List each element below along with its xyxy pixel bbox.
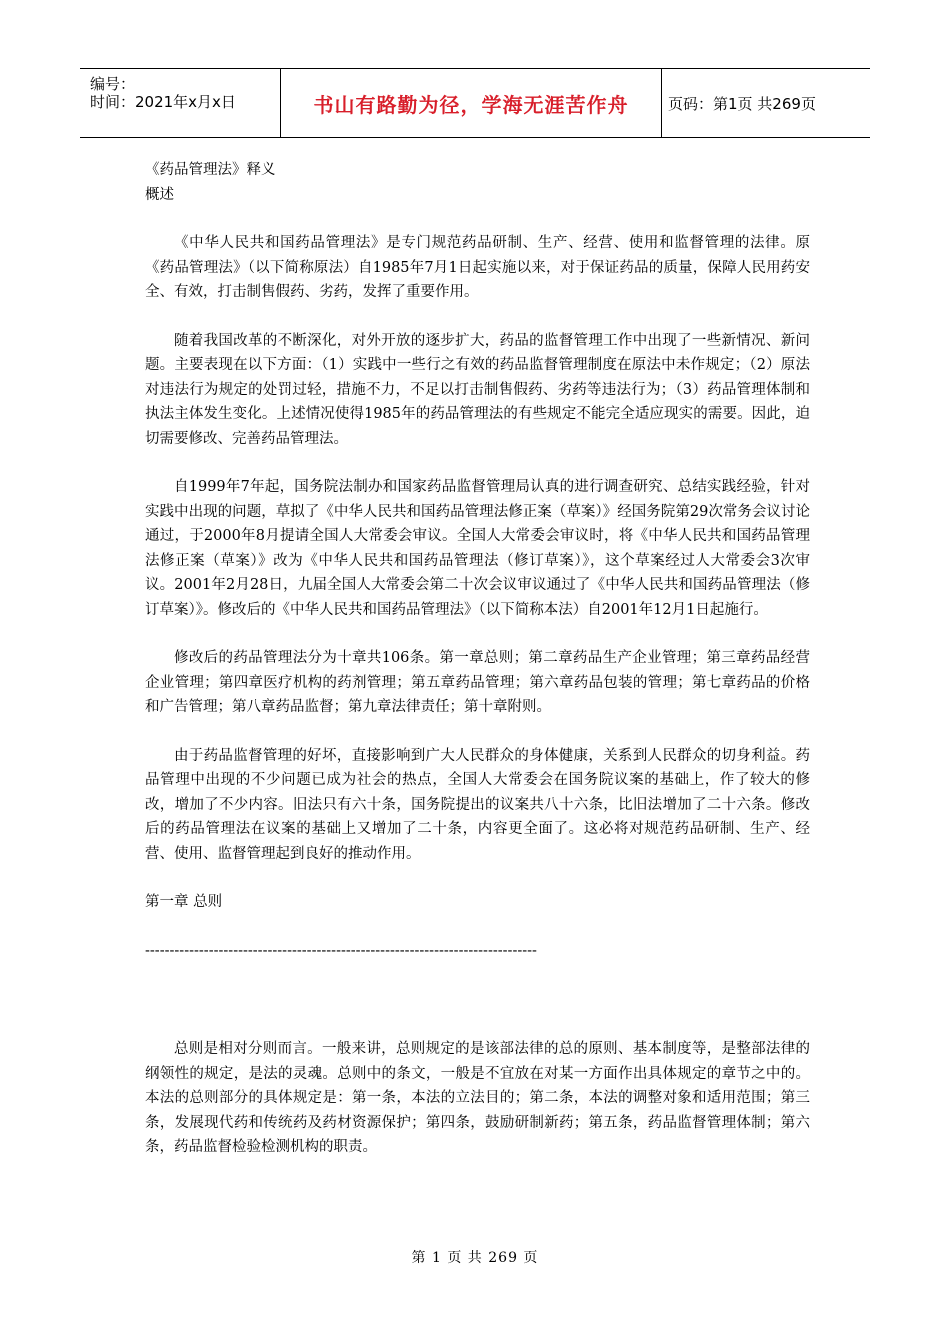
- paragraph: 由于药品监督管理的好坏，直接影响到广大人民群众的身体健康，关系到人民群众的切身利益。药品管理中出现的不少问题已成为社会的热点，全国人大常委会在国务院议案的基础上，作了较大的修改，增加了不少内容。旧法只有六十条，国务院提出的议案共八十六条，比旧法增加了二十六条。修改后的药品管理法在议案的基础上又增加了二十条，内容更全面了。这必将对规范药品研制、生产、经营、使用、监督管理起到良好的推动作用。: [145, 747, 810, 862]
- chapter-paragraph: 总则是相对分则而言。一般来讲，总则规定的是该部法律的总的原则、基本制度等，是整部法律的纲领性的规定，是法的灵魂。总则中的条文，一般是不宜放在对某一方面作出具体规定的章节之中的。本法的总则部分的具体规定是：第一条，本法的立法目的；第二条，本法的调整对象和适用范围；第三条，发展现代药和传统药及药材资源保护；第四条，鼓励研制新药；第五条，药品监督管理体制；第六条，药品监督检验检测机构的职责。: [145, 1041, 810, 1155]
- page-footer: 第 1 页 共 269 页: [411, 1250, 539, 1266]
- paragraph: 随着我国改革的不断深化，对外开放的逐步扩大，药品的监督管理工作中出现了一些新情况、新问题。主要表现在以下方面：（1）实践中一些行之有效的药品监督管理制度在原法中未作规定；（2）原法对违法行为规定的处罚过轻，措施不力，不足以打击制售假药、劣药等违法行为；（3）药品管理体制和执法主体发生变化。上述情况使得1985年的药品管理法的有些规定不能完全适应现实的需要。因此，迫切需要修改、完善药品管理法。: [145, 332, 810, 447]
- date-label: 时间：2021年x月x日: [90, 93, 236, 111]
- paragraph: 自1999年7年起，国务院法制办和国家药品监督管理局认真的进行调查研究、总结实践经验，针对实践中出现的问题，草拟了《中华人民共和国药品管理法修正案（草案）》经国务院第29次常务会议讨论通过，于2000年8月提请全国人大常委会审议。全国人大常委会审议时，将《中华人民共和国药品管理法修正案（草案）》改为《中华人民共和国药品管理法（修订草案）》，这个草案经过人大常委会3次审议。2001年2月28日，九届全国人大常委会第二十次会议审议通过了《中华人民共和国药品管理法（修订草案）》。修改后的《中华人民共和国药品管理法》（以下简称本法）自2001年12月1日起施行。: [145, 479, 810, 618]
- page-header: [80, 68, 870, 138]
- header-motto: 书山有路勤为径，学海无涯苦作舟: [313, 92, 629, 117]
- header-motto-cell: [281, 69, 662, 137]
- document-body: [145, 158, 810, 1160]
- paragraph: 修改后的药品管理法分为十章共106条。第一章总则；第二章药品生产企业管理；第三章药品经营企业管理；第四章医疗机构的药剂管理；第五章药品管理；第六章药品包装的管理；第七章药品的价格和广告管理；第八章药品监督；第九章法律责任；第十章附则。: [145, 650, 810, 715]
- paragraph: 《中华人民共和国药品管理法》是专门规范药品研制、生产、经营、使用和监督管理的法律。原《药品管理法》（以下简称原法）自1985年7月1日起实施以来，对于保证药品的质量，保障人民用药安全、有效，打击制售假药、劣药，发挥了重要作用。: [145, 235, 810, 300]
- code-label: 编号：: [90, 75, 136, 93]
- header-meta: [80, 69, 281, 137]
- doc-subtitle: 概述: [145, 186, 174, 203]
- header-page-info: 页码：第1页 共269页: [668, 94, 816, 113]
- doc-title: 《药品管理法》释义: [145, 162, 276, 178]
- chapter-heading: 第一章 总则: [145, 894, 223, 910]
- header-page-cell: [662, 69, 870, 137]
- divider-line: --------------------------------------------------------------------------------: [145, 942, 537, 959]
